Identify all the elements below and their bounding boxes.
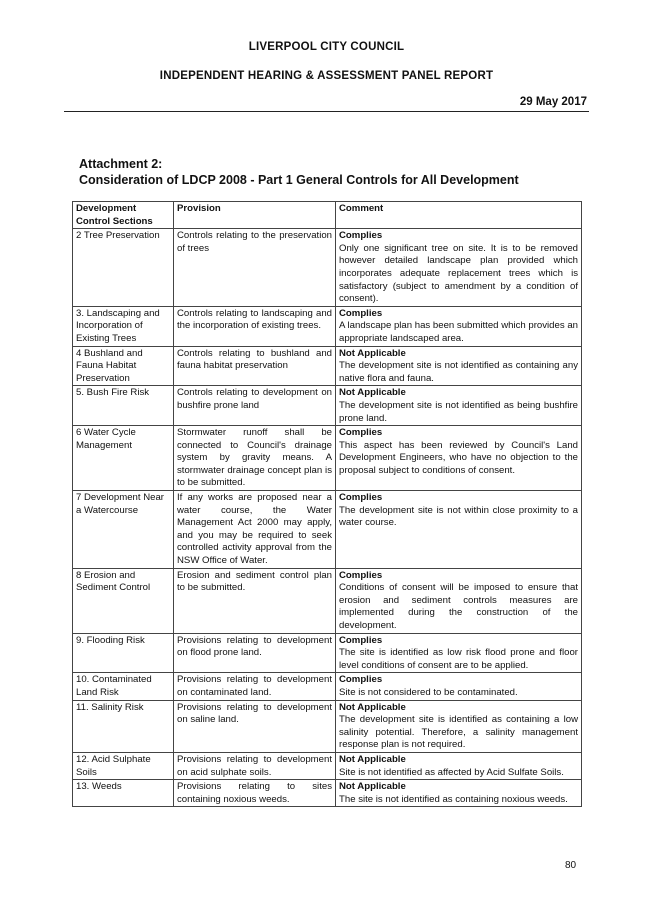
compliance-status: Not Applicable [339,701,406,713]
attachment-label: Attachment 2: [79,157,163,171]
comment-text: This aspect has been reviewed by Council's Land Development Engineers, who have no objection to the proposal subject to conditions of consent. [339,439,578,476]
table-header-row [73,202,582,229]
control-section-cell: 6 Water Cycle Management [73,426,174,491]
table-row [73,633,582,673]
compliance-status: Not Applicable [339,387,406,399]
comment-cell [336,673,582,700]
provision-cell: Provisions relating to development on flood prone land. [174,633,336,673]
comment-text: The development site is not within close proximity to a water course. [339,504,578,529]
report-title: INDEPENDENT HEARING & ASSESSMENT PANEL REPORT [159,70,494,82]
comment-cell [336,426,582,491]
provision-cell: Controls relating to development on bushfire prone land [174,386,336,426]
table-row [73,700,582,752]
control-section-cell: 10. Contaminated Land Risk [73,673,174,700]
control-section-cell: 3. Landscaping and Incorporation of Existing Trees [73,306,174,346]
provision-cell: Provisions relating to development on acid sulphate soils. [174,752,336,779]
control-section-cell: 13. Weeds [73,780,174,807]
comment-cell [336,386,582,426]
comment-text: Site is not considered to be contaminated. [339,686,518,698]
table-row [73,673,582,700]
comment-cell [336,752,582,779]
control-section-cell: 12. Acid Sulphate Soils [73,752,174,779]
compliance-status: Complies [339,634,383,646]
compliance-status: Complies [339,427,383,439]
council-name: LIVERPOOL CITY COUNCIL [248,41,405,53]
table-row [73,229,582,307]
page-number: 80 [565,860,577,871]
compliance-status: Not Applicable [339,347,406,359]
comment-cell [336,780,582,807]
table-row [73,780,582,807]
comment-cell [336,306,582,346]
compliance-status: Complies [339,492,383,504]
controls-table [72,201,582,807]
table-row [73,491,582,569]
provision-cell: Controls relating to the preservation of trees [174,229,336,307]
comment-text: The development site is not identified as being bushfire prone land. [339,399,578,424]
table-row [73,426,582,491]
table-row [73,752,582,779]
comment-text: The development site is not identified as containing any native flora and fauna. [339,360,578,384]
comment-text: The site is identified as low risk flood prone and floor level conditions of consent are to be applied. [339,647,578,671]
provision-cell: Controls relating to bushland and fauna habitat preservation [174,346,336,386]
control-section-cell: 5. Bush Fire Risk [73,386,174,426]
control-section-cell: 7 Development Near a Watercourse [73,491,174,569]
table-row [73,386,582,426]
provision-cell: Provisions relating to sites containing noxious weeds. [174,780,336,807]
provision-cell: Provisions relating to development on contaminated land. [174,673,336,700]
provision-cell: Controls relating to landscaping and the incorporation of existing trees. [174,306,336,346]
comment-cell [336,633,582,673]
provision-cell: Provisions relating to development on saline land. [174,700,336,752]
compliance-status: Not Applicable [339,781,406,793]
column-header-section: Development Control Sections [73,202,174,229]
control-section-cell: 9. Flooding Risk [73,633,174,673]
compliance-status: Complies [339,674,383,686]
comment-cell [336,491,582,569]
comment-text: The development site is identified as containing a low salinity potential. Therefore, a salinity management response plan is not required. [339,714,578,751]
table-row [73,306,582,346]
table-row [73,346,582,386]
comment-text: Site is not identified as affected by Acid Sulfate Soils. [339,766,564,778]
comment-cell [336,346,582,386]
table-row [73,568,582,633]
report-date: 29 May 2017 [519,96,587,108]
control-section-cell: 4 Bushland and Fauna Habitat Preservation [73,346,174,386]
control-section-cell: 11. Salinity Risk [73,700,174,752]
comment-text: Only one significant tree on site. It is to be removed however detailed landscape plan provided which incorporates adequate replacement trees which is satisfactory (subject to amendment by a condition of consent). [339,242,578,305]
attachment-heading [79,156,519,188]
header-divider [64,111,589,112]
comment-cell [336,229,582,307]
control-section-cell: 2 Tree Preservation [73,229,174,307]
column-header-provision: Provision [174,202,336,229]
comment-cell [336,700,582,752]
comment-cell [336,568,582,633]
compliance-status: Not Applicable [339,753,406,765]
provision-cell: Erosion and sediment control plan to be submitted. [174,568,336,633]
compliance-status: Complies [339,230,383,242]
control-section-cell: 8 Erosion and Sediment Control [73,568,174,633]
compliance-status: Complies [339,569,383,581]
provision-cell: If any works are proposed near a water course, the Water Management Act 2000 may apply, and you may be required to seek controlled activity approval from the NSW Office of Water. [174,491,336,569]
comment-text: A landscape plan has been submitted which provides an appropriate landscaped area. [339,320,578,344]
column-header-comment: Comment [336,202,582,229]
compliance-status: Complies [339,307,383,319]
comment-text: Conditions of consent will be imposed to ensure that erosion and sediment controls measures are implemented during the construction of the development. [339,582,578,631]
comment-text: The site is not identified as containing noxious weeds. [339,793,568,805]
attachment-title: Consideration of LDCP 2008 - Part 1 General Controls for All Development [79,173,519,187]
provision-cell: Stormwater runoff shall be connected to Council's drainage system by gravity means. A stormwater drainage concept plan is to be submitted. [174,426,336,491]
